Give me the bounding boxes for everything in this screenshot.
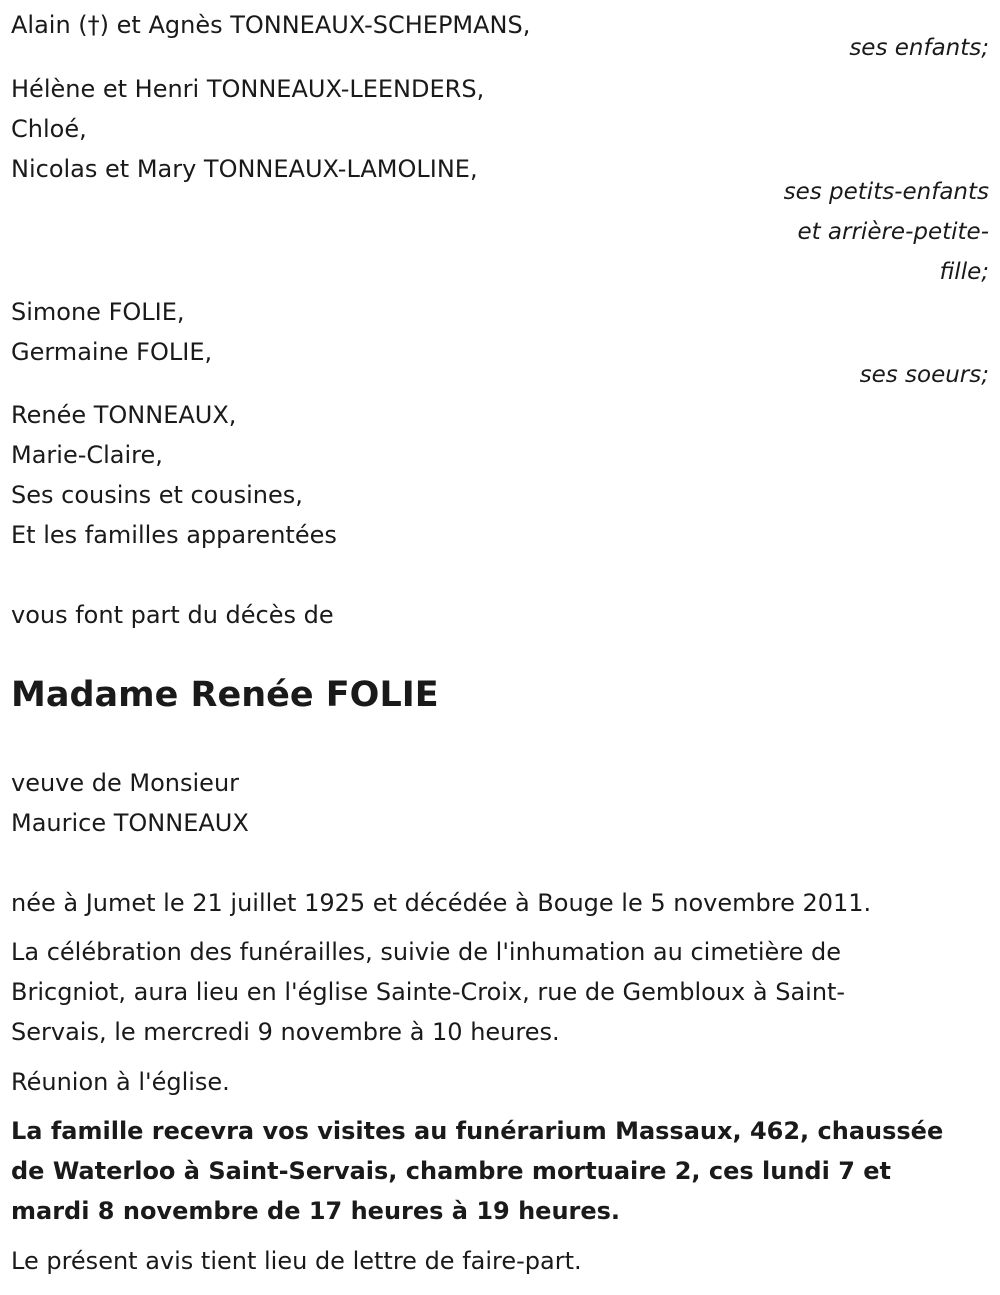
visits-line-3: mardi 8 novembre de 17 heures à 19 heures.	[11, 1197, 621, 1225]
deceased-name: Madame Renée FOLIE	[11, 675, 439, 715]
grandchildren-line-2: Chloé,	[11, 115, 87, 143]
sisters-role: ses soeurs;	[859, 362, 989, 388]
grandchildren-role-1: ses petits-enfants	[783, 179, 989, 205]
meeting: Réunion à l'église.	[11, 1068, 230, 1096]
closing: Le présent avis tient lieu de lettre de faire-part.	[11, 1247, 582, 1275]
visits-line-1: La famille recevra vos visites au funérarium Massaux, 462, chaussée	[11, 1117, 944, 1145]
ceremony-line-2: Bricgniot, aura lieu en l'église Sainte-Croix, rue de Gembloux à Saint-	[11, 978, 846, 1006]
visits-line-2: de Waterloo à Saint-Servais, chambre mortuaire 2, ces lundi 7 et	[11, 1157, 891, 1185]
ceremony-line-1: La célébration des funérailles, suivie de l'inhumation au cimetière de	[11, 938, 842, 966]
grandchildren-line-1: Hélène et Henri TONNEAUX-LEENDERS,	[11, 75, 485, 103]
birth-death: née à Jumet le 21 juillet 1925 et décédée à Bouge le 5 novembre 2011.	[11, 889, 872, 917]
others-line-3: Ses cousins et cousines,	[11, 481, 303, 509]
children-role: ses enfants;	[849, 35, 989, 61]
widow-line-2: Maurice TONNEAUX	[11, 809, 249, 837]
ceremony-line-3: Servais, le mercredi 9 novembre à 10 heures.	[11, 1018, 560, 1046]
widow-line-1: veuve de Monsieur	[11, 769, 240, 797]
grandchildren-role-2: et arrière-petite-	[797, 219, 989, 245]
others-line-1: Renée TONNEAUX,	[11, 401, 237, 429]
announcement: vous font part du décès de	[11, 601, 334, 629]
children-line: Alain (†) et Agnès TONNEAUX-SCHEPMANS,	[11, 11, 531, 39]
grandchildren-line-3: Nicolas et Mary TONNEAUX-LAMOLINE,	[11, 155, 478, 183]
others-line-4: Et les familles apparentées	[11, 521, 337, 549]
others-line-2: Marie-Claire,	[11, 441, 163, 469]
sisters-line-2: Germaine FOLIE,	[11, 338, 213, 366]
grandchildren-role-3: fille;	[939, 259, 989, 285]
sisters-line-1: Simone FOLIE,	[11, 298, 185, 326]
